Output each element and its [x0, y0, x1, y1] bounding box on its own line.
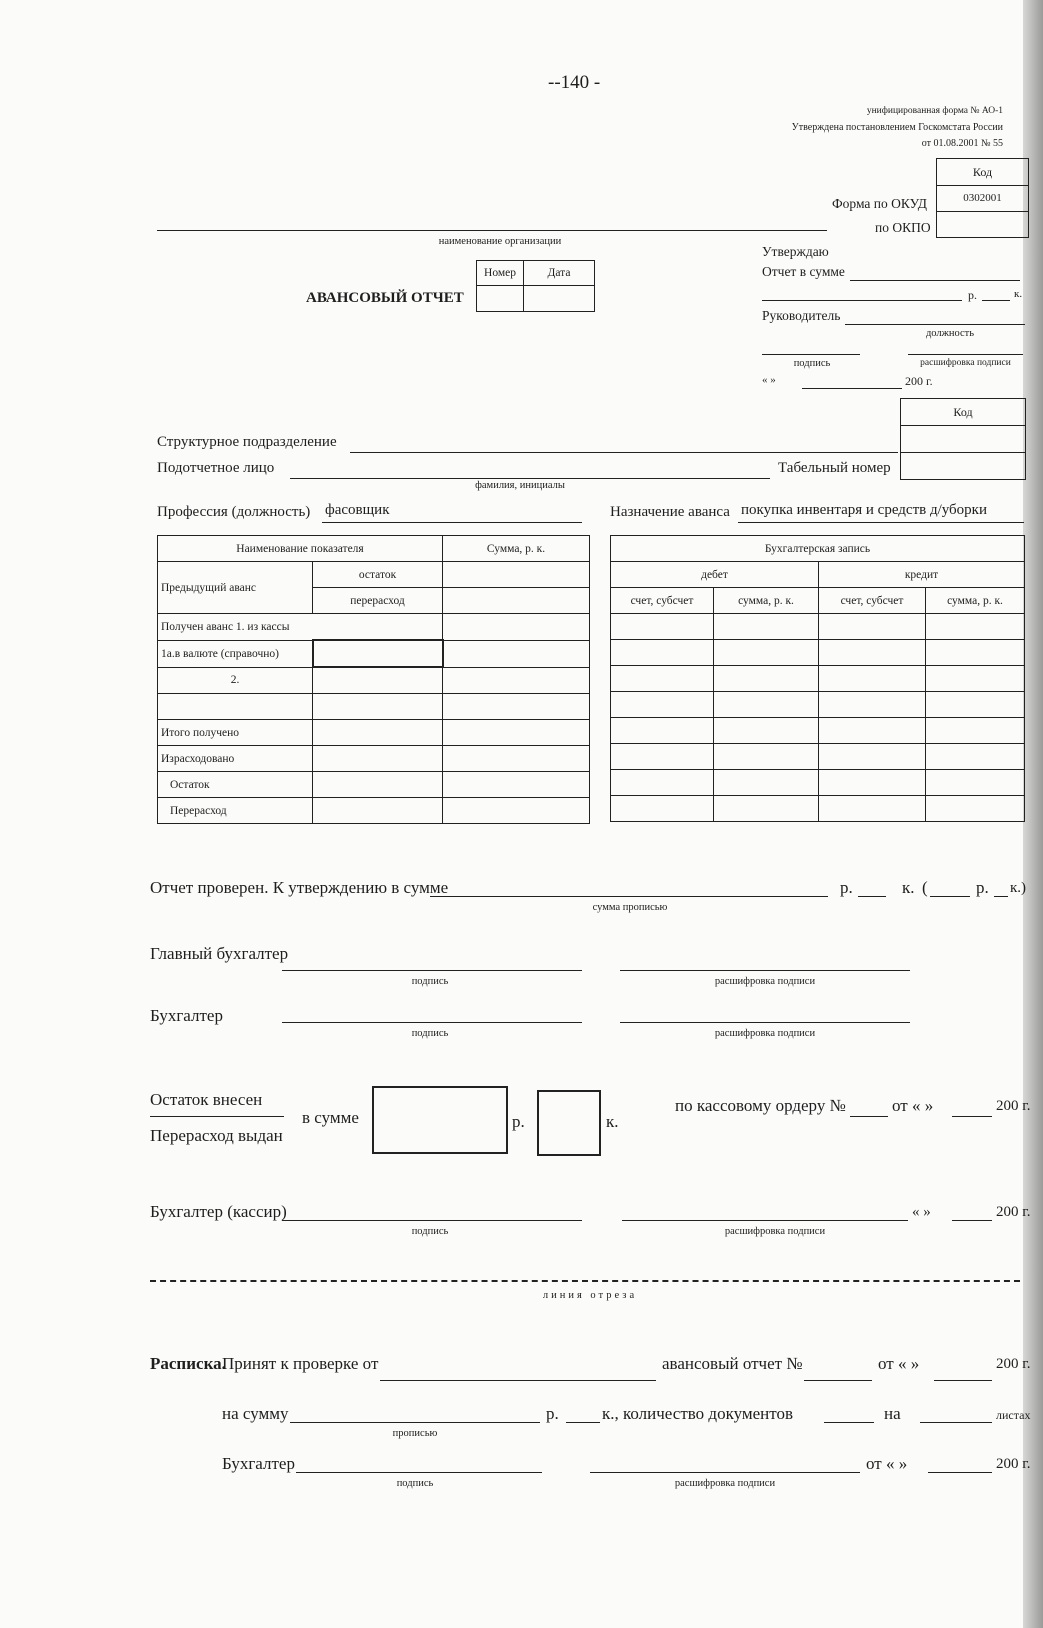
debit-sum-header: сумма, р. к. — [714, 588, 819, 614]
report-checked-label: Отчет проверен. К утверждению в сумме — [150, 878, 449, 897]
org-name-line[interactable] — [157, 230, 827, 231]
receipt-kop-line[interactable] — [566, 1422, 600, 1423]
tab-number-code[interactable] — [901, 453, 1025, 479]
row-currency: 1а.в валюте (справочно) — [158, 640, 313, 667]
approved-date-note: от 01.08.2001 № 55 — [921, 138, 1003, 149]
table-row[interactable] — [313, 772, 443, 798]
table-row[interactable] — [443, 772, 590, 798]
approve-date-line[interactable] — [802, 388, 902, 389]
row-blank — [158, 694, 313, 720]
accepted-label: Принят к проверке от — [222, 1354, 379, 1373]
report-title: АВАНСОВЫЙ ОТЧЕТ — [306, 290, 464, 306]
accountable-label: Подотчетное лицо — [157, 460, 275, 476]
report-no-line[interactable] — [804, 1380, 872, 1381]
advance-summary-table — [157, 535, 590, 824]
codes-title: Код — [937, 159, 1028, 186]
table-row[interactable] — [443, 640, 590, 667]
codes-box — [936, 158, 1029, 238]
receipt-kop-docs: к., количество документов — [602, 1404, 793, 1423]
number-cell[interactable] — [477, 286, 524, 312]
row-2: 2. — [158, 667, 313, 694]
prev-advance-label: Предыдущий аванс — [158, 562, 313, 614]
employee-code-title: Код — [901, 399, 1025, 426]
tab-number-label: Табельный номер — [778, 460, 891, 476]
cash-order-label: по кассовому ордеру № — [675, 1096, 846, 1115]
table-row[interactable] — [926, 744, 1025, 770]
receipt-sheets-line[interactable] — [920, 1422, 992, 1423]
receipt-accountant-label: Бухгалтер — [222, 1454, 295, 1473]
head-signature-line[interactable] — [762, 354, 860, 355]
table-row[interactable] — [714, 692, 819, 718]
cash-rub: р. — [512, 1112, 525, 1131]
credit-account-header: счет, субсчет — [819, 588, 926, 614]
table-row[interactable] — [443, 614, 590, 641]
table-row[interactable] — [714, 640, 819, 666]
head-decoding-line[interactable] — [908, 354, 1023, 355]
receipt-decoding-line[interactable] — [590, 1472, 860, 1473]
table-row[interactable] — [714, 770, 819, 796]
accountant-signature-line[interactable] — [282, 1022, 582, 1023]
receipt-docs-line[interactable] — [824, 1422, 874, 1423]
okpo-label: по ОКПО — [875, 220, 931, 235]
accepted-from-line[interactable] — [380, 1380, 656, 1381]
col-name-header: Наименование показателя — [158, 536, 443, 562]
approve-date-quote: « » — [762, 374, 776, 386]
checked-kop-line[interactable] — [858, 896, 886, 897]
table-row[interactable] — [611, 666, 714, 692]
report-sum-line-2[interactable] — [762, 300, 962, 301]
table-row[interactable] — [819, 666, 926, 692]
purpose-label: Назначение аванса — [610, 504, 730, 520]
report-no-label: авансовый отчет № — [662, 1354, 803, 1373]
chief-decoding-line[interactable] — [620, 970, 910, 971]
purpose-value[interactable]: покупка инвентаря и средств д/уборки — [741, 502, 987, 518]
head-label: Руководитель — [762, 308, 841, 323]
remainder-sublabel: остаток — [313, 562, 443, 588]
cashier-decoding-line[interactable] — [622, 1220, 908, 1221]
table-row[interactable] — [714, 614, 819, 640]
table-row[interactable] — [926, 614, 1025, 640]
row-spent: Израсходовано — [158, 746, 313, 772]
table-row[interactable] — [313, 720, 443, 746]
checked-close: к.) — [1010, 880, 1027, 896]
table-row[interactable] — [313, 694, 443, 720]
purpose-line — [738, 522, 1024, 523]
receipt-from: от « » — [878, 1354, 920, 1373]
table-row[interactable] — [714, 666, 819, 692]
table-row[interactable] — [926, 666, 1025, 692]
approve-label: Утверждаю — [762, 244, 829, 259]
table-row[interactable] — [443, 746, 590, 772]
table-row[interactable] — [313, 746, 443, 772]
overspend-sublabel: перерасход — [313, 588, 443, 614]
department-label: Структурное подразделение — [157, 434, 337, 450]
approve-kop: к. — [1014, 288, 1023, 300]
head-signature-caption: подпись — [793, 358, 831, 369]
table-row[interactable] — [926, 718, 1025, 744]
profession-value[interactable]: фасовщик — [325, 502, 390, 518]
table-row[interactable] — [926, 770, 1025, 796]
approve-kop-line[interactable] — [982, 300, 1010, 301]
debit-header: дебет — [611, 562, 819, 588]
table-row[interactable] — [819, 718, 926, 744]
currency-cell[interactable] — [313, 640, 443, 667]
table-row[interactable] — [926, 640, 1025, 666]
table-row[interactable] — [819, 692, 926, 718]
table-row[interactable] — [611, 640, 714, 666]
credit-header: кредит — [819, 562, 1025, 588]
cashier-signature-line[interactable] — [282, 1220, 582, 1221]
head-position-line[interactable] — [845, 324, 1025, 325]
table-row[interactable] — [611, 744, 714, 770]
row-overspend: Перерасход — [158, 798, 313, 824]
receipt-on: на — [884, 1404, 901, 1423]
org-name-caption: наименование организации — [438, 236, 562, 247]
table-row[interactable] — [443, 798, 590, 824]
accountant-decoding-line[interactable] — [620, 1022, 910, 1023]
chief-signature-line[interactable] — [282, 970, 582, 971]
cash-kop-box[interactable] — [537, 1090, 601, 1156]
page-edge-shadow — [1023, 0, 1043, 1628]
table-row[interactable] — [611, 796, 714, 822]
date-header: Дата — [524, 261, 595, 286]
table-row[interactable] — [714, 718, 819, 744]
checked-rub: р. — [840, 878, 853, 897]
accounting-entry-title: Бухгалтерская запись — [611, 536, 1025, 562]
accounting-entry-table — [610, 535, 1025, 822]
table-row[interactable] — [443, 720, 590, 746]
department-code[interactable] — [901, 426, 1025, 453]
checked-kop: к. — [902, 878, 915, 897]
okud-value[interactable]: 0302001 — [937, 186, 1028, 212]
cash-kop: к. — [606, 1112, 619, 1131]
remainder-underline — [150, 1116, 284, 1117]
table-row[interactable] — [819, 796, 926, 822]
cash-order-number-line[interactable] — [850, 1116, 888, 1117]
report-sum-label: Отчет в сумме — [762, 264, 845, 279]
number-header: Номер — [477, 261, 524, 286]
in-sum-label: в сумме — [302, 1108, 359, 1127]
head-decoding-caption: расшифровка подписи — [920, 358, 1011, 368]
receipt-signature-caption: подпись — [396, 1478, 434, 1489]
cash-rub-box[interactable] — [372, 1086, 508, 1154]
table-row[interactable] — [819, 770, 926, 796]
table-row[interactable] — [611, 614, 714, 640]
credit-sum-header: сумма, р. к. — [926, 588, 1025, 614]
number-date-table — [476, 260, 595, 312]
table-row[interactable] — [611, 692, 714, 718]
table-row[interactable] — [313, 667, 443, 694]
approve-rub: р. — [968, 288, 977, 302]
table-row[interactable] — [714, 796, 819, 822]
receipt-sum-line[interactable] — [290, 1422, 540, 1423]
receipt-words-caption: прописью — [392, 1428, 438, 1439]
table-row[interactable] — [819, 744, 926, 770]
table-row[interactable] — [313, 798, 443, 824]
chief-accountant-label: Главный бухгалтер — [150, 944, 289, 963]
accountant-label: Бухгалтер — [150, 1006, 223, 1025]
table-row[interactable] — [443, 562, 590, 588]
receipt-sheets: листах — [996, 1408, 1031, 1422]
accountable-line[interactable] — [290, 478, 770, 479]
fio-caption: фамилия, инициалы — [475, 480, 565, 491]
cash-order-date-line[interactable] — [952, 1116, 992, 1117]
profession-line — [322, 522, 582, 523]
receipt-from-2: от « » — [866, 1454, 908, 1473]
date-cell[interactable] — [524, 286, 595, 312]
row-total-received: Итого получено — [158, 720, 313, 746]
chief-signature-caption: подпись — [411, 976, 449, 987]
okud-label: Форма по ОКУД — [832, 196, 928, 211]
table-row[interactable] — [714, 744, 819, 770]
chief-decoding-caption: расшифровка подписи — [714, 976, 816, 987]
table-row[interactable] — [443, 588, 590, 614]
receipt-rub: р. — [546, 1404, 559, 1423]
remainder-deposited-label: Остаток внесен — [150, 1090, 263, 1109]
table-row[interactable] — [926, 796, 1025, 822]
okpo-value[interactable] — [937, 212, 1028, 237]
cut-line-caption: линия отреза — [542, 1290, 638, 1301]
approved-by-note: Утверждена постановлением Госкомстата России — [791, 122, 1003, 133]
table-row[interactable] — [819, 614, 926, 640]
cashier-signature-caption: подпись — [411, 1226, 449, 1237]
cashier-date-quote: « » — [912, 1204, 931, 1220]
accountant-decoding-caption: расшифровка подписи — [714, 1028, 816, 1039]
profession-label: Профессия (должность) — [157, 504, 311, 520]
receipt-sum-label: на сумму — [222, 1404, 289, 1423]
table-row[interactable] — [611, 770, 714, 796]
accountant-signature-caption: подпись — [411, 1028, 449, 1039]
receipt-label: Расписка. — [150, 1354, 226, 1373]
table-row[interactable] — [611, 718, 714, 744]
table-row[interactable] — [443, 667, 590, 694]
page-number: --140 - — [548, 72, 601, 93]
debit-account-header: счет, субсчет — [611, 588, 714, 614]
table-row[interactable] — [819, 640, 926, 666]
cashier-label: Бухгалтер (кассир) — [150, 1202, 287, 1221]
table-row[interactable] — [926, 692, 1025, 718]
overspend-issued-label: Перерасход выдан — [150, 1126, 283, 1145]
receipt-signature-line[interactable] — [296, 1472, 542, 1473]
cashier-decoding-caption: расшифровка подписи — [724, 1226, 826, 1237]
cash-order-year: 200 г. — [996, 1098, 1031, 1114]
unified-form-note: унифицированная форма № АО-1 — [866, 106, 1003, 116]
receipt-year-2: 200 г. — [996, 1456, 1031, 1472]
report-sum-line[interactable] — [850, 280, 1020, 281]
checked-kop2-line[interactable] — [994, 896, 1008, 897]
checked-sum-words-line[interactable] — [430, 896, 828, 897]
receipt-year: 200 г. — [996, 1356, 1031, 1372]
cut-line — [150, 1280, 1020, 1282]
row-remainder: Остаток — [158, 772, 313, 798]
checked-rub2: р. — [976, 878, 989, 897]
checked-rub2-line[interactable] — [930, 896, 970, 897]
sum-words-caption: сумма прописью — [592, 902, 668, 913]
department-line[interactable] — [350, 452, 898, 453]
cashier-year: 200 г. — [996, 1204, 1031, 1220]
approve-year: 200 г. — [905, 374, 933, 388]
cashier-date-line[interactable] — [952, 1220, 992, 1221]
receipt-decoding-caption: расшифровка подписи — [674, 1478, 776, 1489]
row-received-cash: Получен аванс 1. из кассы — [158, 614, 443, 641]
employee-code-box — [900, 398, 1026, 480]
open-paren: ( — [922, 878, 928, 897]
col-sum-header: Сумма, р. к. — [443, 536, 590, 562]
receipt-date-2-line[interactable] — [928, 1472, 992, 1473]
receipt-date-line[interactable] — [934, 1380, 992, 1381]
cash-order-from: от « » — [892, 1096, 934, 1115]
position-caption: должность — [925, 328, 975, 339]
table-row[interactable] — [443, 694, 590, 720]
